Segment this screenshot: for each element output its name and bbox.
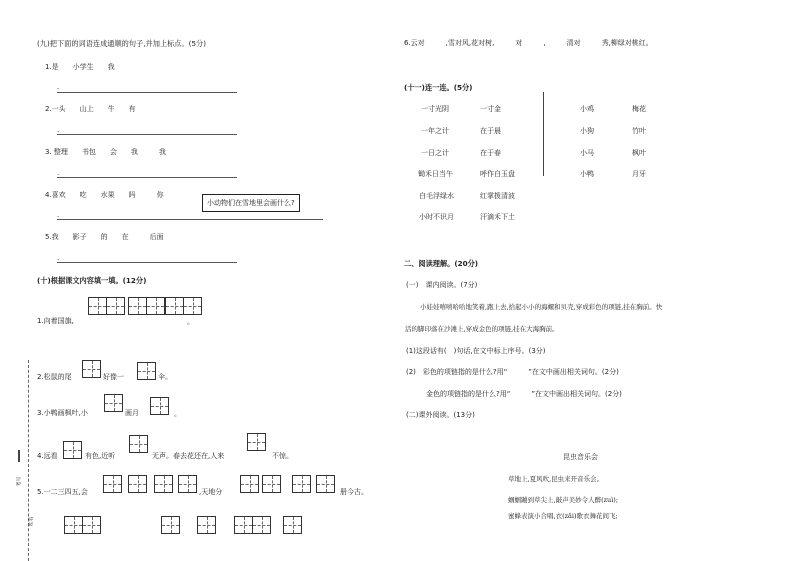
margin-label-1: 考号 [16,476,23,487]
match-left-2: 红掌拨清波 [480,192,515,200]
reading-passage-line2: 活的脚印落在沙滩上,穿成金色的项链,挂在大海胸前。 [405,325,559,333]
margin-mark [18,450,20,462]
q4-b: 有色,近听 [85,452,116,460]
reading-q1: (1)这段话有( )句话,在文中标上序号。(3分) [406,347,546,355]
match-left-2: 汗滴禾下土 [480,213,515,221]
tianzige-box[interactable] [252,516,271,534]
section9-dot-2: . [57,126,60,134]
answer-line-2[interactable] [57,134,237,135]
match-left-1: 一日之计 [421,149,449,157]
q4-a: 4.远看 [37,452,58,460]
q1-end: 。 [187,318,194,326]
reading-part1-title: (一) 课内阅读。(7分) [406,281,478,289]
tianzige-box[interactable] [82,516,101,534]
reading-passage-line1: 小娃娃嘻嘻哈哈地笑着,跑上去,拾起小小的海螺和贝壳,穿成彩色的项链,挂在胸前。快 [420,303,663,311]
q5-c: 册今古。 [340,488,368,496]
section9-dot-1: . [57,83,60,91]
q1-prefix: 1.向着国旗, [37,317,74,325]
q4-c: 无声。春去花还在,人来 [152,452,225,460]
section9-item-3: 3. 整理 书包 会 我 我 [45,148,166,156]
tianzige-box[interactable] [104,394,123,412]
match-left-1: 一年之计 [421,127,449,135]
poem-line-3: 蜜蜂表演小合唱,衣(zǎi)歌衣舞花间飞; [508,512,618,520]
q2-b: 好像一 [103,373,124,381]
match-right-1: 小狗 [580,127,594,135]
q5-b: ,天地分 [199,488,223,496]
q4-d: 不惊。 [272,452,293,460]
match-right-1: 小鸡 [580,105,594,113]
section9-title: (九)把下面的词语连成通顺的句子,并加上标点。(5分) [37,39,207,48]
tianzige-box[interactable] [165,297,184,315]
tianzige-box[interactable] [161,516,180,534]
tianzige-box[interactable] [183,297,202,315]
match-right-2: 枫叶 [632,149,646,157]
match-left-2: 一寸金 [480,105,501,113]
match-left-1: 小时不识月 [419,213,454,221]
reading-part2-title: (二)课外阅读。(13分) [406,411,475,419]
tianzige-box[interactable] [154,475,173,493]
section9-dot-5: . [57,254,60,262]
tianzige-box[interactable] [146,297,165,315]
match-left-2: 在于晨 [480,127,501,135]
q2-a: 2.松鼠的尾 [37,373,72,381]
section6-text: 6.云对 ,雪对风,花对树, 对 , 清对 秀,柳绿对桃红。 [404,39,653,47]
section11-title: (十一)连一连。(5分) [404,83,473,92]
match-right-1: 小马 [580,149,594,157]
reading-title: 二、阅读理解。(20分) [404,259,479,268]
reading-q2b: 金色的项链指的是什么?用“ ”在文中画出相关词句。(2分) [426,390,622,398]
answer-line-1[interactable] [57,92,237,93]
answer-line-3[interactable] [57,177,237,178]
match-left-1: 一寸光阴 [421,105,449,113]
match-left-1: 白毛浮绿水 [419,192,454,200]
reading-q2a: (2) 彩色的项链指的是什么?用“ ”在文中画出相关词句。(2分) [406,368,619,376]
tianzige-box[interactable] [150,397,169,415]
tianzige-box[interactable] [178,475,197,493]
tianzige-box[interactable] [103,475,122,493]
tianzige-box[interactable] [63,441,82,459]
q5-a: 5.一二三四五,会 [37,488,88,496]
tianzige-box[interactable] [128,475,147,493]
q3-end: 。 [174,410,181,418]
match-left-2: 在于春 [480,149,501,157]
tianzige-box[interactable] [197,516,216,534]
match-right-2: 竹叶 [632,127,646,135]
match-left-2: 呼作白玉盘 [480,170,515,178]
tianzige-box[interactable] [82,360,101,378]
q2-c: 伞。 [158,373,172,381]
binding-dashed-line [28,360,29,561]
section9-item-1: 1.是 小学生 我 [45,63,115,71]
match-right-1: 小鸭 [580,170,594,178]
section9-item-5: 5.我 影子 的 在 后面 [45,233,164,241]
column-divider [543,92,544,176]
tianzige-box[interactable] [316,475,335,493]
q3-a: 3.小鸭画枫叶,小 [37,409,88,417]
match-right-2: 月牙 [632,170,646,178]
section9-dot-4: . [57,211,60,219]
section9-item-2: 2.一头 山上 牛 有 [45,105,136,113]
section9-dot-3: . [57,169,60,177]
tianzige-box[interactable] [283,516,302,534]
margin-label-2: 姓名 [28,516,35,527]
match-right-2: 梅花 [632,105,646,113]
answer-line-5[interactable] [57,262,237,263]
answer-line-4[interactable] [57,219,323,220]
match-left-1: 锄禾日当午 [418,170,453,178]
poem-line-1: 草地上,夏风吹,昆虫来开音乐会。 [508,475,604,483]
tianzige-box[interactable] [240,475,259,493]
tianzige-box[interactable] [234,516,253,534]
tianzige-box[interactable] [64,516,83,534]
poem-line-2: 蝈蝈蹦到草尖上,敲声美妙令人醉(zuì); [508,496,619,504]
section9-item-4: 4.喜欢 吃 水果 吗 你 [45,191,164,199]
poem-title: 昆虫音乐会 [563,453,598,461]
tianzige-box[interactable] [88,297,107,315]
q3-b: 画月 [125,409,139,417]
tianzige-box[interactable] [128,297,147,315]
tianzige-box[interactable] [292,475,311,493]
tianzige-box[interactable] [137,362,156,380]
hint-callout: 小动物们在雪地里会画什么? [202,194,300,212]
tianzige-box[interactable] [247,433,266,451]
tianzige-box[interactable] [106,297,125,315]
tianzige-box[interactable] [262,475,281,493]
section10-title: (十)根据课文内容填一填。(12分) [37,276,147,285]
tianzige-box[interactable] [129,435,148,453]
